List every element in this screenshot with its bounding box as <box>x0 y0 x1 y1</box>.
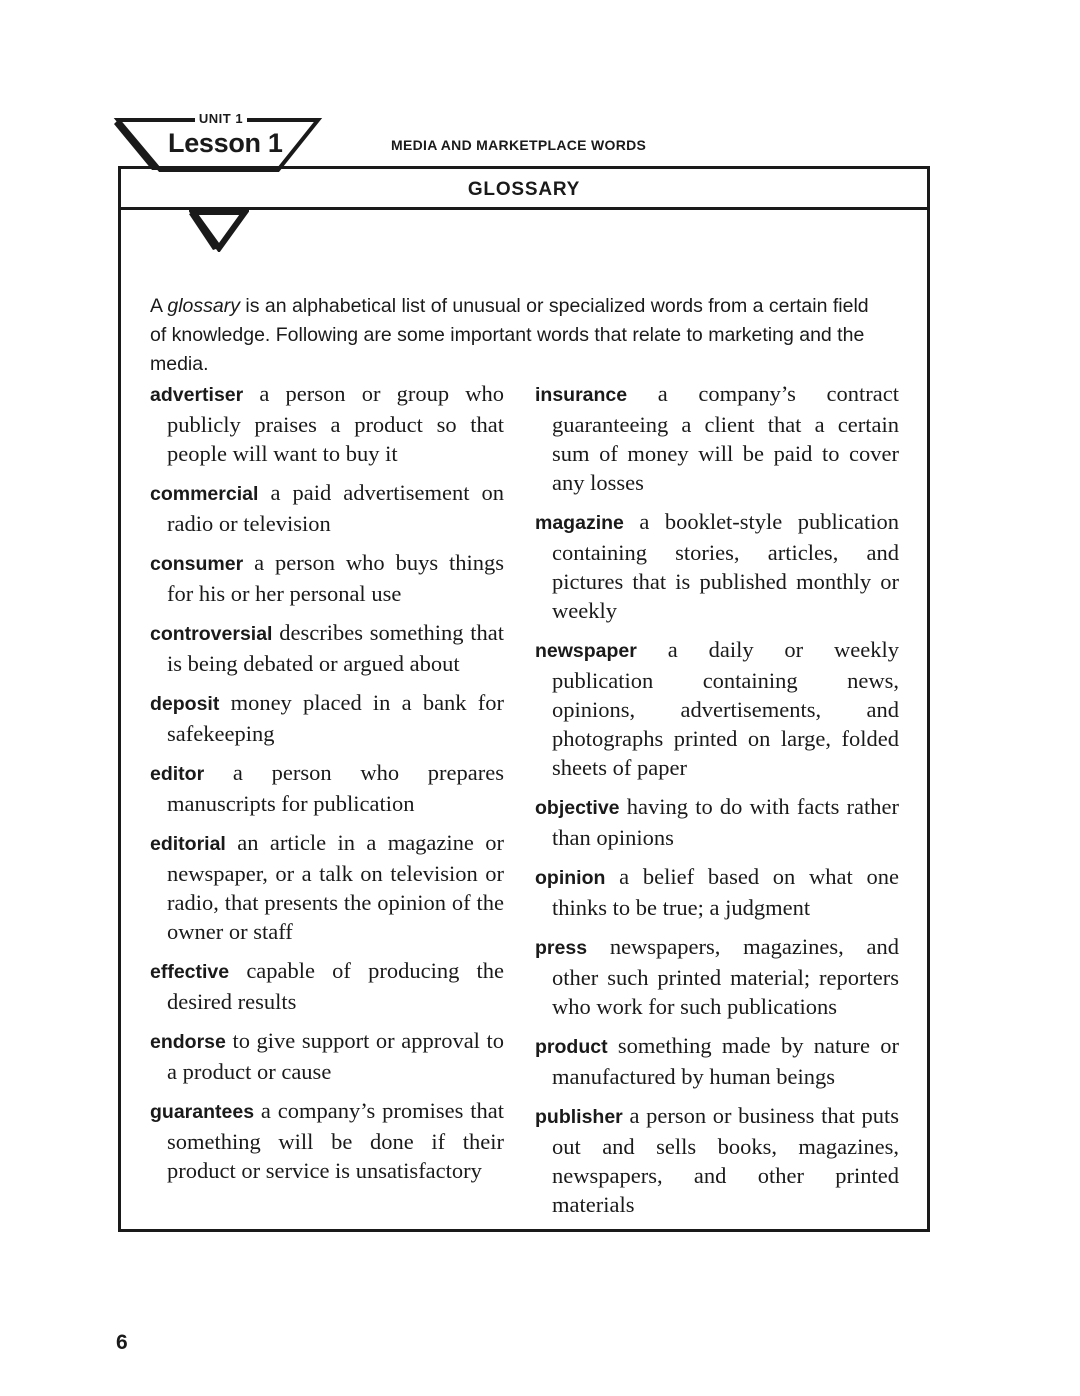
glossary-definition: a person who prepares manuscripts for publication <box>167 760 505 816</box>
glossary-entry <box>535 379 899 497</box>
glossary-entry <box>150 618 504 678</box>
down-triangle-icon <box>189 210 249 252</box>
glossary-column-right <box>535 379 899 1229</box>
glossary-term: effective <box>150 961 230 983</box>
intro-paragraph <box>150 292 870 379</box>
glossary-box <box>118 166 930 1232</box>
glossary-definition: money placed in a bank for safekeeping <box>167 690 504 746</box>
glossary-entry <box>150 758 504 818</box>
glossary-term: controversial <box>150 623 273 645</box>
glossary-definition: to give support or approval to a product or cause <box>167 1028 505 1084</box>
glossary-term: advertiser <box>150 384 244 406</box>
glossary-definition: a paid advertisement on radio or television <box>167 480 504 536</box>
glossary-entry <box>535 507 899 625</box>
glossary-term: commercial <box>150 483 259 505</box>
glossary-definition: an article in a magazine or newspaper, or a talk on television or radio, that presents the opinion of the owner or staff <box>167 830 505 944</box>
glossary-entry <box>150 1096 504 1185</box>
glossary-column-left <box>150 379 504 1195</box>
glossary-entry <box>535 792 899 852</box>
glossary-term: editor <box>150 763 205 785</box>
intro-before: A <box>150 294 168 317</box>
glossary-definition: a belief based on what one thinks to be true; a judgment <box>552 864 899 920</box>
glossary-entry <box>150 379 504 468</box>
intro-after: is an alphabetical list of unusual or specialized words from a certain field of knowledge. Following are some important words that relate to marketing and the media. <box>150 294 869 375</box>
glossary-entry <box>150 688 504 748</box>
intro-emphasis: glossary <box>167 294 240 317</box>
glossary-term: newspaper <box>535 640 637 662</box>
glossary-term: insurance <box>535 384 628 406</box>
glossary-definition: a company’s contract guaranteeing a client that a certain sum of money will be paid to cover any losses <box>552 381 899 495</box>
glossary-term: endorse <box>150 1031 226 1053</box>
glossary-definition: describes something that is being debated or argued about <box>167 620 505 676</box>
glossary-entry <box>535 1031 899 1091</box>
glossary-definition: a booklet-style publication containing stories, articles, and pictures that is published monthly or weekly <box>552 509 899 623</box>
glossary-entry <box>535 862 899 922</box>
glossary-term: consumer <box>150 553 244 575</box>
unit-label: UNIT 1 <box>195 111 247 126</box>
glossary-heading: GLOSSARY <box>121 169 927 210</box>
glossary-entry <box>535 932 899 1021</box>
glossary-term: guarantees <box>150 1101 255 1123</box>
section-title: MEDIA AND MARKETPLACE WORDS <box>391 137 647 153</box>
glossary-entry <box>150 548 504 608</box>
glossary-term: objective <box>535 797 620 819</box>
glossary-entry <box>535 1101 899 1219</box>
glossary-definition: a daily or weekly publication containing news, opinions, advertisements, and photographs printed on large, folded sheets of paper <box>552 637 899 780</box>
glossary-term: press <box>535 937 588 959</box>
glossary-term: deposit <box>150 693 220 715</box>
glossary-definition: a person or business that puts out and sells books, magazines, newspapers, and other printed materials <box>552 1103 900 1217</box>
glossary-term: publisher <box>535 1106 623 1128</box>
glossary-definition: having to do with facts rather than opinions <box>552 794 899 850</box>
glossary-definition: a person who buys things for his or her personal use <box>167 550 504 606</box>
glossary-term: magazine <box>535 512 624 534</box>
glossary-entry <box>535 635 899 782</box>
lesson-title: Lesson 1 <box>168 128 283 158</box>
glossary-definition: a company’s promises that something will be done if their product or service is unsatisfactory <box>167 1098 504 1183</box>
glossary-definition: something made by nature or manufactured by human beings <box>552 1033 899 1089</box>
page-number: 6 <box>116 1331 128 1354</box>
glossary-entry <box>150 1026 504 1086</box>
glossary-entry <box>150 828 504 946</box>
glossary-entry <box>150 478 504 538</box>
glossary-entry <box>150 956 504 1016</box>
glossary-term: editorial <box>150 833 226 855</box>
glossary-definition: newspapers, magazines, and other such printed material; reporters who work for such publications <box>552 934 899 1019</box>
glossary-definition: a person or group who publicly praises a product so that people will want to buy it <box>167 381 504 466</box>
glossary-definition: capable of producing the desired results <box>167 958 504 1014</box>
glossary-term: product <box>535 1036 608 1058</box>
glossary-term: opinion <box>535 867 606 889</box>
